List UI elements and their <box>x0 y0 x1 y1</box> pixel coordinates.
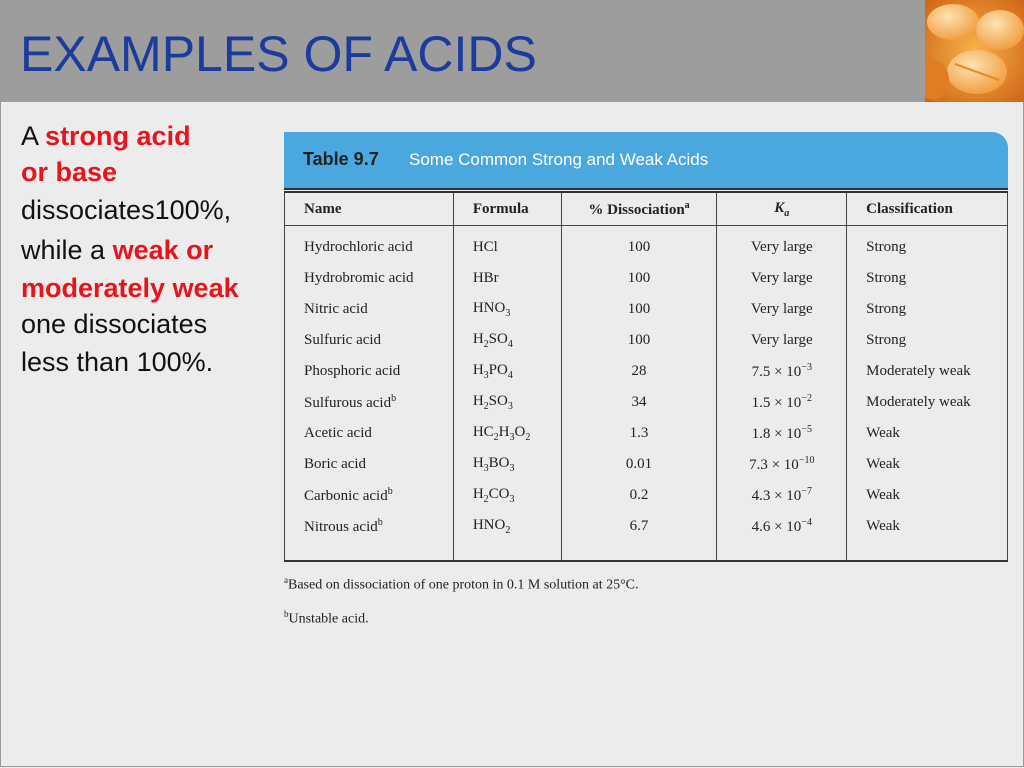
table-caption: Some Common Strong and Weak Acids <box>409 150 709 169</box>
cell-classification: Strong <box>847 325 1008 356</box>
cell-ka: $7.3 \times 10^{-10}$ <box>717 449 847 480</box>
cell-name: Acetic acid <box>285 418 454 449</box>
table-number: Table 9.7 <box>303 149 379 169</box>
table-row <box>285 356 1008 387</box>
cell-formula: HCl <box>453 226 561 264</box>
or-base-emphasis: or base <box>21 157 118 187</box>
table-row <box>285 387 1008 418</box>
cell-classification: Moderately weak <box>847 356 1008 387</box>
cell-classification: Strong <box>847 263 1008 294</box>
table-row <box>285 226 1008 264</box>
cell-classification: Weak <box>847 480 1008 511</box>
cell-ka: Very large <box>717 226 847 264</box>
explanation-text <box>21 118 291 382</box>
cell-ka: $4.6 \times 10^{-4}$ <box>717 511 847 542</box>
table-row <box>285 325 1008 356</box>
cell-formula: $H_3BO_3$ <box>453 449 561 480</box>
table-row <box>285 418 1008 449</box>
cell-ka: $1.8 \times 10^{-5}$ <box>717 418 847 449</box>
text-line-3: dissociates100%, <box>21 195 232 225</box>
cell-formula: $HNO_3$ <box>453 294 561 325</box>
header-dissociation: % Dissociation$^a$ <box>561 192 717 226</box>
text-line-6: one dissociates <box>21 309 208 339</box>
table-row <box>285 480 1008 511</box>
cell-ka: $4.3 \times 10^{-7}$ <box>717 480 847 511</box>
cell-name: Nitrous acid$^b$ <box>285 511 454 542</box>
cell-formula: $H_2SO_4$ <box>453 325 561 356</box>
cell-dissociation: 1.3 <box>561 418 717 449</box>
cell-formula: HBr <box>453 263 561 294</box>
orange-pills-image <box>925 0 1024 102</box>
cell-classification: Strong <box>847 226 1008 264</box>
acids-table <box>284 191 1008 562</box>
cell-dissociation: 6.7 <box>561 511 717 542</box>
cell-ka: Very large <box>717 294 847 325</box>
cell-formula: $H_2CO_3$ <box>453 480 561 511</box>
strong-acid-emphasis: strong acid <box>45 121 191 151</box>
cell-name: Phosphoric acid <box>285 356 454 387</box>
slide-title: EXAMPLES OF ACIDS <box>20 26 537 82</box>
text-line-4: while a weak or <box>21 235 214 265</box>
moderately-weak-emphasis: moderately weak <box>21 273 239 303</box>
table-footnotes <box>284 566 639 633</box>
cell-name: Boric acid <box>285 449 454 480</box>
header-name: Name <box>285 192 454 226</box>
cell-formula: $HNO_2$ <box>453 511 561 542</box>
cell-classification: Moderately weak <box>847 387 1008 418</box>
table-row <box>285 263 1008 294</box>
slide-header-bar <box>0 0 1024 102</box>
header-formula: Formula <box>453 192 561 226</box>
cell-dissociation: 100 <box>561 325 717 356</box>
table-bottom-spacer <box>285 542 1008 561</box>
cell-classification: Weak <box>847 449 1008 480</box>
cell-name: Sulfurous acid$^b$ <box>285 387 454 418</box>
cell-dissociation: 100 <box>561 263 717 294</box>
table-header-row <box>285 192 1008 226</box>
header-ka: $K_a$ <box>717 192 847 226</box>
table-row <box>285 511 1008 542</box>
cell-dissociation: 28 <box>561 356 717 387</box>
cell-name: Carbonic acid$^b$ <box>285 480 454 511</box>
acids-table-card <box>284 132 1008 557</box>
cell-dissociation: 0.01 <box>561 449 717 480</box>
cell-name: Sulfuric acid <box>285 325 454 356</box>
text-line-7: less than 100%. <box>21 347 214 377</box>
cell-dissociation: 0.2 <box>561 480 717 511</box>
cell-ka: $1.5 \times 10^{-2}$ <box>717 387 847 418</box>
cell-formula: $H_2SO_3$ <box>453 387 561 418</box>
text-line-1: A strong acid <box>21 121 191 151</box>
cell-name: Hydrobromic acid <box>285 263 454 294</box>
cell-dissociation: 100 <box>561 294 717 325</box>
footnote-a: $^a$Based on dissociation of one proton in 0.1 M solution at 25°C. <box>284 575 639 593</box>
table-row <box>285 294 1008 325</box>
cell-ka: Very large <box>717 325 847 356</box>
cell-dissociation: 100 <box>561 226 717 264</box>
header-classification: Classification <box>847 192 1008 226</box>
cell-classification: Strong <box>847 294 1008 325</box>
cell-classification: Weak <box>847 511 1008 542</box>
cell-formula: $HC_2H_3O_2$ <box>453 418 561 449</box>
cell-ka: Very large <box>717 263 847 294</box>
cell-classification: Weak <box>847 418 1008 449</box>
table-caption-bar <box>284 132 1008 190</box>
footnote-b: $^b$Unstable acid. <box>284 608 369 627</box>
cell-formula: $H_3PO_4$ <box>453 356 561 387</box>
table-row <box>285 449 1008 480</box>
cell-ka: $7.5 \times 10^{-3}$ <box>717 356 847 387</box>
cell-name: Hydrochloric acid <box>285 226 454 264</box>
cell-name: Nitric acid <box>285 294 454 325</box>
cell-dissociation: 34 <box>561 387 717 418</box>
weak-or-emphasis: weak or <box>112 235 214 265</box>
